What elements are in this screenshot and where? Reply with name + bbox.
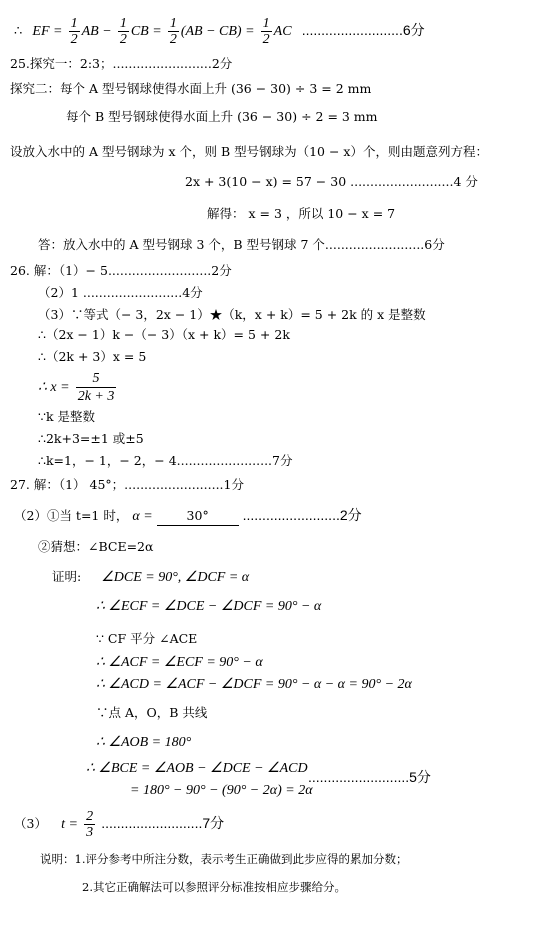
proof-step-bce: ∴ ∠BCE = ∠AOB − ∠DCE − ∠ACD — [86, 761, 308, 776]
therefore-symbol: ∴ — [14, 24, 23, 39]
proof-step-collinear: ∵点 A，O，B 共线 — [96, 705, 208, 720]
proof-step-bisect: ∵ CF 平分 ∠ACE — [96, 631, 198, 646]
proof-step-aob: ∴ ∠AOB = 180° — [96, 735, 192, 750]
q26-step4: ∵k 是整数 — [38, 409, 96, 424]
proof-step-acd: ∴ ∠ACD = ∠ACF − ∠DCF = 90° − α − α = 90° − 2α — [96, 677, 412, 692]
proof-label: 证明: — [52, 569, 82, 584]
q27-part1: 27. 解：（1） 45°；.........................1分 — [10, 477, 244, 492]
ac-term: AC — [273, 24, 292, 39]
when-t-equals-1: （2）①当 t=1 时， — [14, 508, 129, 523]
q26-step6: ∴k=1，− 1，− 2，− 4........................7分 — [38, 453, 293, 468]
q25-solution: 解得： x = 3 ，所以 10 − x = 7 — [207, 206, 396, 221]
proof-step-acf: ∴ ∠ACF = ∠ECF = 90° − α — [96, 655, 263, 670]
score-6-line1: ..........................6分 — [301, 22, 425, 38]
cb-term: CB = — [130, 24, 162, 39]
note-line-1: 说明：1.评分参考中所注分数，表示考生正确做到此步应得的累加分数； — [40, 852, 408, 866]
q27-proof-start — [52, 568, 249, 587]
half-fraction-1: $\frac{1}{2}$ — [70, 16, 78, 47]
q27-part3-line — [14, 806, 224, 842]
ab-cb-term: (AB − CB) = — [180, 24, 255, 39]
proof-step-ecf: ∴ ∠ECF = ∠DCE − ∠DCF = 90° − α — [96, 599, 322, 614]
q25-part1: 25.探究一：2:3；.........................2分 — [10, 56, 233, 71]
q26-part2: （2）1 .........................4分 — [38, 285, 203, 300]
q26-step1: ∴（2x − 1）k −（− 3）（x + k）= 5 + 2k — [38, 327, 290, 342]
x-fraction: $\frac{5}{2k + 3}$ — [77, 371, 115, 404]
q25-part2-b: 每个 B 型号钢球使得水面上升 (36 − 30) ÷ 2 = 3 mm — [66, 109, 378, 124]
ab-term: AB − — [81, 24, 112, 39]
half-fraction-4: $\frac{1}{2}$ — [262, 16, 270, 47]
x-equals: ∴ x = — [38, 380, 70, 395]
t-equals: t = — [61, 817, 78, 832]
q25-setup: 设放入水中的 A 型号钢球为 x 个，则 B 型号钢球为（10 − x）个，则由题意列方程： — [10, 144, 488, 159]
score-5-q27: ..........................5分 — [308, 769, 431, 785]
q27-conjecture: ②猜想：∠BCE=2α — [38, 539, 154, 554]
ef-lhs: EF = — [32, 24, 63, 39]
part3-label: （3） — [14, 816, 47, 831]
alpha-equals: α = — [132, 509, 153, 524]
q26-part3: （3）∵等式（− 3，2x − 1）★（k，x + k）= 5 + 2k 的 x 是整数 — [38, 307, 426, 322]
score-2-q27: .........................2分 — [242, 507, 362, 523]
proof-step-bce-value: = 180° − 90° − (90° − 2α) = 2α — [130, 783, 313, 798]
ef-equation-line — [14, 14, 425, 48]
alpha-blank — [157, 507, 239, 526]
proof-given: ∠DCE = 90°, ∠DCF = α — [101, 570, 250, 585]
q26-x-fraction-line — [38, 370, 118, 405]
score-7-q27: ..........................7分 — [101, 815, 225, 831]
half-fraction-3: $\frac{1}{2}$ — [169, 16, 177, 47]
q25-equation: 2x + 3(10 − x) = 57 − 30 ..........................4 分 — [185, 174, 478, 189]
note-line-2: 2.其它正确解法可以参照评分标准按相应步骤给分。 — [82, 880, 346, 894]
alpha-value: 30° — [186, 508, 209, 523]
q26-step5: ∴2k+3=±1 或±5 — [38, 431, 144, 446]
q27-part2-line — [14, 506, 362, 526]
half-fraction-2: $\frac{1}{2}$ — [119, 16, 127, 47]
t-fraction: $\frac{2}{3}$ — [86, 809, 94, 840]
q25-answer: 答：放入水中的 A 型号钢球 3 个，B 型号钢球 7 个.........................6分 — [38, 237, 445, 252]
q26-step2: ∴（2k + 3）x = 5 — [38, 349, 147, 364]
q25-part2-a: 探究二：每个 A 型号钢球使得水面上升 (36 − 30) ÷ 3 = 2 mm — [10, 81, 372, 96]
q26-part1: 26. 解：（1）− 5..........................2分 — [10, 263, 232, 278]
